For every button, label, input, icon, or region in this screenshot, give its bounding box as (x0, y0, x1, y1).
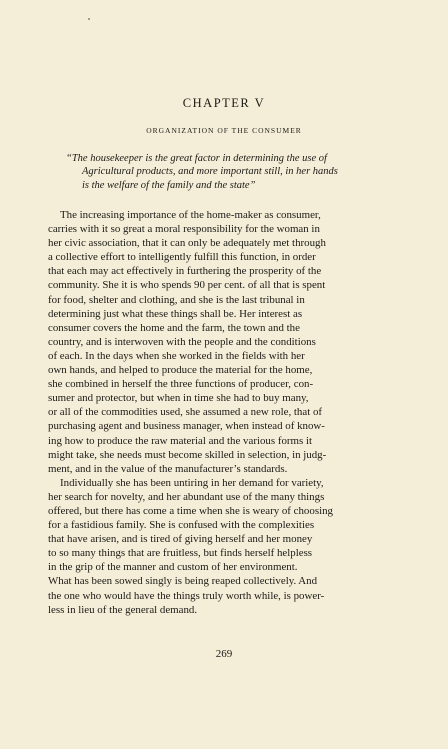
paragraph-line: ing how to produce the raw material and the various forms it (48, 434, 313, 447)
paragraph-line: for food, shelter and clothing, and she is the last tribunal in (48, 293, 305, 306)
paragraph-line: offered, but there has come a time when she is weary of choosing (48, 504, 333, 517)
paragraph-line: or all of the commodities used, she assumed a new role, that of (48, 406, 323, 419)
paragraph-line: she combined in herself the three functions of producer, con- (48, 378, 314, 391)
paragraph-line: country, and is interwoven with the people and the conditions (48, 335, 316, 348)
section-title: ORGANIZATION OF THE CONSUMER (146, 126, 302, 135)
paragraph-line: own hands, and helped to produce the material for the home, (48, 364, 313, 377)
paragraph-line: less in lieu of the general demand. (48, 603, 198, 616)
body-text (48, 208, 406, 617)
epigraph-line: is the welfare of the family and the state” (82, 179, 256, 191)
paragraph-line: Individually she has been untiring in her demand for variety, (60, 476, 324, 489)
paragraph-line: community. She it is who spends 90 per cent. of all that is spent (48, 279, 326, 292)
paragraph-line: in the grip of the manner and custom of her environment. (48, 561, 298, 574)
paragraph-line: for a fastidious family. She is confused with the complexities (48, 519, 315, 532)
chapter-title: CHAPTER V (182, 96, 266, 110)
page-number: 269 (215, 648, 233, 660)
epigraph (66, 152, 406, 192)
paragraph-line: What has been sowed singly is being reaped collectively. And (48, 575, 318, 588)
paragraph-line: to so many things that are fruitless, but finds herself helpless (48, 547, 313, 560)
paragraph-line: consumer covers the home and the farm, the town and the (48, 321, 300, 334)
paragraph-line: purchasing agent and business manager, when instead of know- (48, 420, 325, 433)
epigraph-line: “The housekeeper is the great factor in determining the use of (66, 153, 327, 164)
paragraph-line: that have arisen, and is tired of giving herself and her money (48, 533, 313, 546)
epigraph-line: Agricultural products, and more important still, in her hands (82, 166, 338, 178)
paragraph-line: determining just what these things shall be. Her interest as (48, 307, 303, 320)
paragraph-line: The increasing importance of the home-maker as consumer, (60, 209, 321, 221)
paragraph-line: her civic association, that it can only be adequately met through (48, 237, 326, 250)
page-speck (88, 18, 90, 20)
paragraph-line: might take, she needs must become skilled in selection, in judg- (48, 448, 327, 461)
paragraph-line: sumer and protector, but when in time she had to buy many, (48, 392, 309, 405)
paragraph-line: carries with it so great a moral responsibility for the woman in (48, 223, 320, 236)
paragraph-line: the one who would have the things truly worth while, is power- (48, 589, 325, 602)
paragraph-line: her search for novelty, and her abundant use of the many things (48, 490, 325, 503)
paragraph-line: of each. In the days when she worked in the fields with her (48, 349, 305, 362)
paragraph-line: a collective effort to intelligently fulfill this function, in order (48, 251, 316, 264)
paragraph-line: ment, and in the value of the manufacturer’s standards. (48, 462, 288, 475)
paragraph-line: that each may act effectively in furthering the prosperity of the (48, 265, 322, 278)
